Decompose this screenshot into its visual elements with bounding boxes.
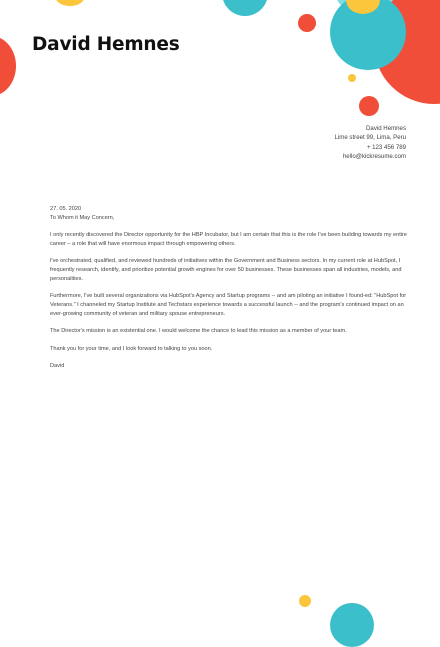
decor-circle-red-small: [298, 14, 316, 32]
letter-date: 27. 05. 2020: [50, 206, 82, 212]
decor-circle-red-mid: [359, 96, 379, 116]
decor-circle-teal-bottom: [330, 603, 374, 647]
applicant-name: David Hemnes: [32, 34, 180, 55]
decor-dot-yellow: [348, 74, 356, 82]
decor-circle-red-left: [0, 36, 16, 96]
decor-dot-yellow-bottom: [299, 595, 311, 607]
decor-circle-teal-top: [222, 0, 268, 16]
contact-block: [335, 124, 406, 162]
letter-paragraph: I only recently discovered the Director opportunity for the HBP Incubator, but I am certain that this is the role I've been building towards my entire career – a role that will have enormous impact through empowering others.: [50, 232, 407, 247]
letter-greeting: To Whom it May Concern,: [50, 214, 115, 221]
letter-paragraph: The Director's mission is an existential one. I would welcome the chance to lead this mission as a member of your team.: [50, 328, 347, 335]
letter-paragraph: I've orchestrated, qualified, and reviewed hundreds of initiatives within the Government and Business sectors. In my current role at HubSpot, I frequently research, identify, and prioritize potential growth engines for over 50 businesses. These businesses span all industries, models, and personalities.: [50, 258, 402, 282]
contact-phone: + 123 456 789: [366, 143, 406, 151]
decor-circle-yellow-top: [55, 0, 85, 6]
letter-paragraph: Thank you for your time, and I look forward to talking to you soon.: [50, 345, 213, 352]
letter-body: [50, 205, 407, 380]
contact-address: Lime street 99, Lima, Peru: [334, 134, 406, 142]
letter-paragraph: Furthermore, I've built several organizations via HubSpot's Agency and Startup programs -- and am piloting an initiative I found-ed: "HubSpot for Veterans." I channeled my Startup Institute and Techstars experience towards a successful launch -- and the program's continued impact on an ever-growing community of veteran and military spouse entrepreneurs.: [50, 293, 407, 317]
letter-signature: David: [50, 363, 65, 370]
contact-name: David Hemnes: [366, 125, 406, 132]
contact-email: hello@kickresume.com: [342, 153, 406, 161]
